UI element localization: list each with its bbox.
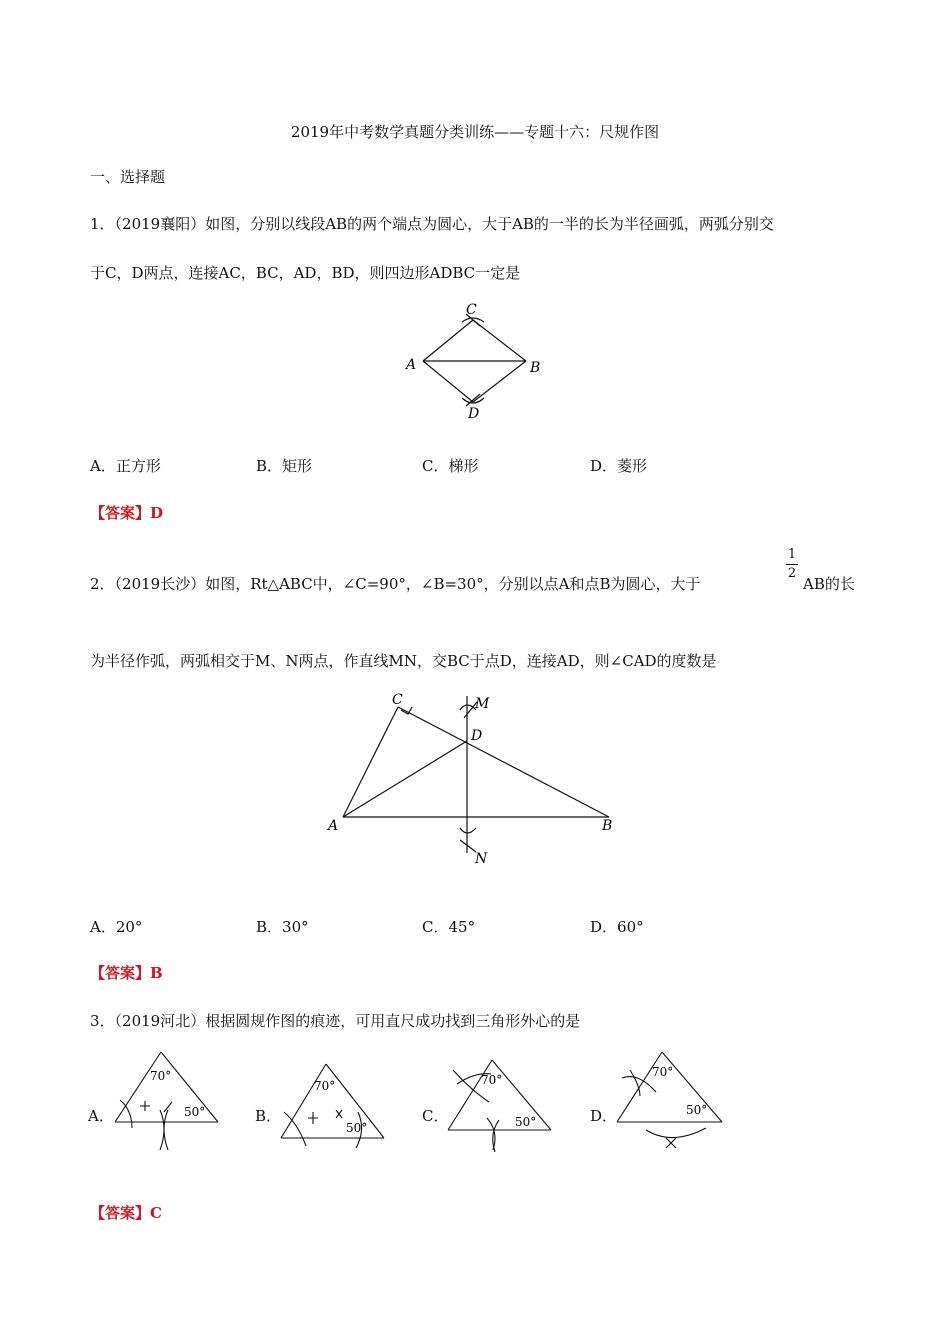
- q2-label-c: C: [392, 692, 403, 708]
- q3b-angle-50: 50°: [346, 1121, 368, 1135]
- q1-label-a: A: [406, 357, 417, 373]
- q3-option-d-label: D．: [590, 1107, 618, 1125]
- q1-option-c: C．梯形: [422, 457, 479, 475]
- q2-figure-triangle: [320, 688, 630, 873]
- q3-answer: 【答案】C: [90, 1204, 162, 1222]
- q3c-angle-70: 70°: [481, 1073, 503, 1087]
- q2-frac-numerator: 1: [787, 547, 797, 562]
- q3-option-d-figure: [612, 1048, 732, 1156]
- q1-figure-rhombus: [400, 298, 550, 428]
- q2-label-d: D: [471, 728, 483, 744]
- q3-option-c-figure: [443, 1050, 563, 1155]
- q3b-angle-70: 70°: [314, 1079, 336, 1093]
- q2-label-m: M: [475, 696, 490, 712]
- q2-stem-line1: 2．（2019长沙）如图，Rt△ABC中，∠C=90°，∠B=30°，分别以点A和点B为圆心，大于: [90, 575, 701, 593]
- q3a-angle-70: 70°: [150, 1069, 172, 1083]
- q1-label-c: C: [466, 302, 477, 318]
- q2-label-b: B: [602, 818, 613, 834]
- q2-frac-denominator: 2: [787, 566, 797, 581]
- q1-option-b: B．矩形: [256, 457, 313, 475]
- q3d-angle-50: 50°: [686, 1103, 708, 1117]
- q1-option-d: D．菱形: [590, 457, 648, 475]
- q3d-angle-70: 70°: [652, 1065, 674, 1079]
- q1-answer: 【答案】D: [90, 504, 164, 522]
- q1-stem-line2: 于C，D两点，连接AC，BC，AD，BD，则四边形ADBC一定是: [90, 264, 521, 282]
- q2-stem-line2: 为半径作弧，两弧相交于M、N两点，作直线MN，交BC于点D，连接AD，则∠CAD的度数是: [90, 652, 717, 670]
- q2-stem-line1-tail: AB的长: [803, 575, 855, 593]
- q3-option-b-label: B．: [255, 1107, 282, 1125]
- q1-option-a: A．正方形: [90, 457, 161, 475]
- q3-option-c-label: C．: [422, 1107, 449, 1125]
- q2-fraction-half: [786, 548, 798, 581]
- q2-label-a: A: [328, 818, 339, 834]
- q3-stem: 3．（2019河北）根据圆规作图的痕迹，可用直尺成功找到三角形外心的是: [90, 1012, 581, 1030]
- q2-option-d: D．60°: [590, 918, 644, 936]
- q1-label-d: D: [468, 406, 480, 422]
- q3a-angle-50: 50°: [184, 1105, 206, 1119]
- q1-stem-line1: 1．（2019襄阳）如图，分别以线段AB的两个端点为圆心，大于AB的一半的长为半径画弧，两弧分别交: [90, 215, 774, 233]
- q3c-angle-50: 50°: [515, 1115, 537, 1129]
- q3-option-a-figure: [110, 1048, 230, 1158]
- q2-option-b: B．30°: [256, 918, 309, 936]
- q2-option-c: C．45°: [422, 918, 476, 936]
- q2-option-a: A．20°: [90, 918, 143, 936]
- q3-option-b-figure: [276, 1050, 396, 1150]
- page-title: 2019年中考数学真题分类训练——专题十六：尺规作图: [290, 123, 660, 141]
- q1-label-b: B: [530, 360, 541, 376]
- q2-answer: 【答案】B: [90, 964, 163, 982]
- q2-label-n: N: [475, 851, 488, 867]
- section-heading: 一、选择题: [90, 168, 166, 186]
- q3-option-a-label: A．: [88, 1107, 114, 1125]
